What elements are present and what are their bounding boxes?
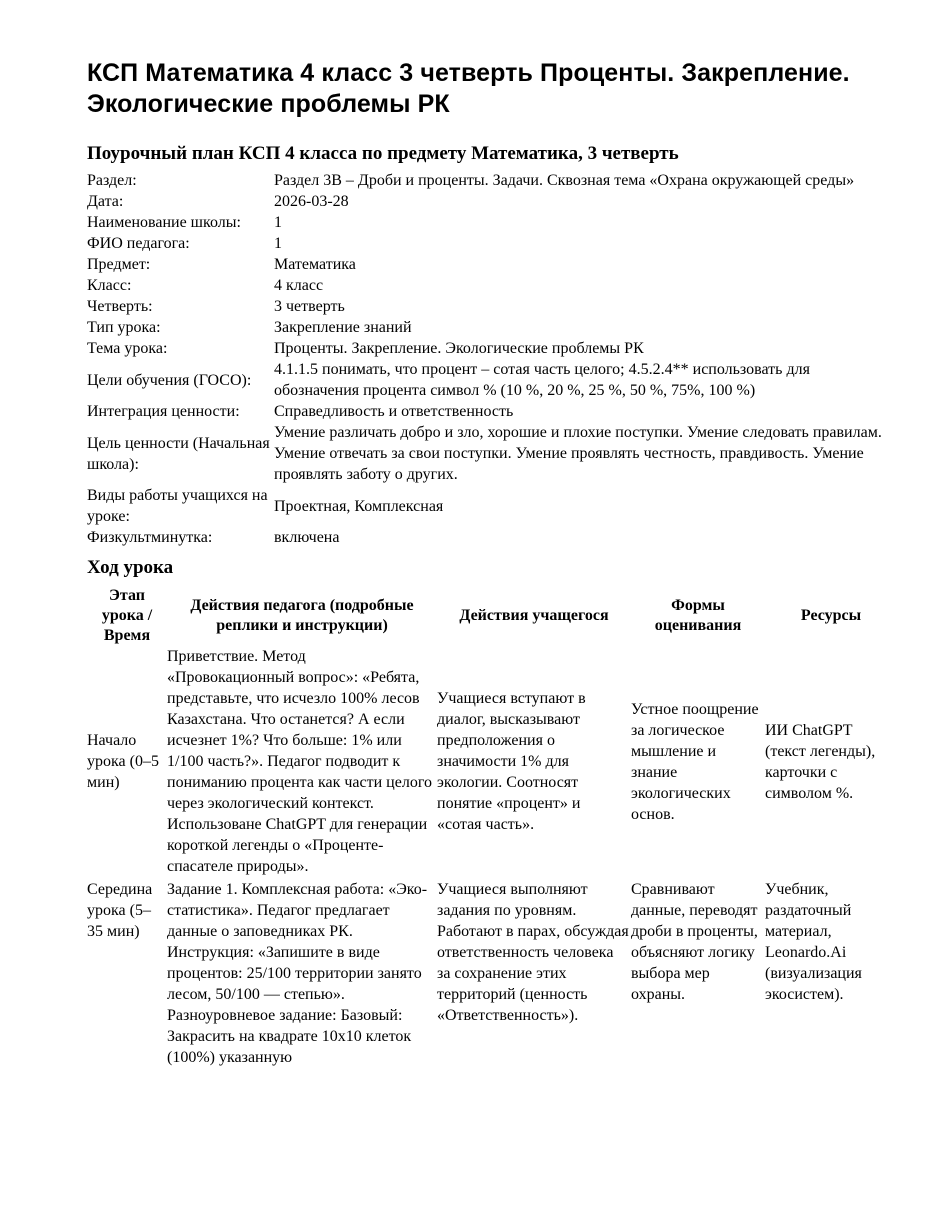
plan-cell: Учащиеся вступают в диалог, высказывают предположения о значимости 1% для экологии. Соотносят понятие «процент» и «сотая часть». [437, 690, 586, 833]
info-value: Проценты. Закрепление. Экологические проблемы РК [274, 340, 644, 357]
info-row [87, 191, 897, 212]
info-value: Проектная, Комплексная [274, 497, 444, 515]
info-key: Физкультминутка: [87, 529, 213, 546]
plan-cell: Учебник, раздаточный материал, Leonardo.Ai (визуализация экосистем). [765, 881, 862, 1003]
info-key: Четверть: [87, 298, 153, 315]
page-title: КСП Математика 4 класс 3 четверть Проценты. Закрепление. Экологические проблемы РК [87, 59, 850, 118]
plan-cell: Задание 1. Комплексная работа: «Эко-статистика». Педагог предлагает данные о заповедниках РК. Инструкция: «Запишите в виде процентов: 25/100 территории занято лесом, 50/100 — степью». Разноуровневое задание: Базовый: Закрасить на квадрате 10х10 клеток (100%) указанную [167, 881, 428, 1066]
info-key: Виды работы учащихся на уроке: [87, 487, 268, 525]
info-value: Математика [274, 256, 356, 273]
info-value: 3 четверть [274, 298, 345, 315]
info-value: включена [274, 529, 340, 546]
info-key: Интеграция ценности: [87, 403, 240, 420]
info-key: Класс: [87, 277, 132, 294]
plan-header-row [87, 586, 897, 646]
info-row [87, 359, 897, 401]
plan-cell: Начало урока (0–5 мин) [87, 732, 159, 791]
info-row [87, 275, 897, 296]
plan-row [87, 877, 897, 1068]
plan-cell: Учащиеся выполняют задания по уровням. Работают в парах, обсуждая ответственность человека за сохранение этих территорий (ценность «Ответственность»). [437, 881, 629, 1024]
plan-column-header: Ресурсы [800, 607, 862, 624]
course-heading: Ход урока [87, 557, 174, 578]
info-value: Справедливость и ответственность [274, 403, 514, 420]
plan-cell: Сравнивают данные, переводят дроби в проценты, объясняют логику выбора мер охраны. [631, 881, 758, 1003]
info-key: Тема урока: [87, 340, 168, 357]
info-row [87, 422, 897, 485]
info-key: Раздел: [87, 172, 137, 189]
plan-cell: ИИ ChatGPT (текст легенды), карточки с символом %. [765, 721, 876, 802]
info-value: 1 [274, 214, 282, 231]
info-value: 4 класс [274, 277, 324, 294]
plan-cell: Устное поощрение за логическое мышление и знание экологических основ. [631, 700, 759, 823]
info-value: Закрепление знаний [274, 319, 412, 336]
info-key: ФИО педагога: [87, 235, 190, 252]
info-value: 4.1.1.5 понимать, что процент – сотая часть целого; 4.5.2.4** использовать для обозначения процента символ % (10 %, 20 %, 25 %, 50 %, 75%, 100 %) [274, 361, 810, 399]
info-row [87, 212, 897, 233]
info-row [87, 254, 897, 275]
info-value: 2026-03-28 [274, 193, 349, 210]
info-row [87, 527, 897, 548]
info-value: Раздел 3В – Дроби и проценты. Задачи. Сквозная тема «Охрана окружающей среды» [274, 172, 855, 189]
info-value: 1 [274, 235, 282, 252]
info-key: Наименование школы: [87, 214, 241, 231]
info-row [87, 338, 897, 359]
info-row [87, 296, 897, 317]
lesson-info-table [87, 170, 897, 548]
lesson-plan-table [87, 586, 897, 1068]
info-row [87, 233, 897, 254]
info-key: Дата: [87, 193, 124, 210]
plan-column-header: Действия учащегося [459, 607, 609, 624]
info-row [87, 401, 897, 422]
info-row [87, 170, 897, 191]
info-row [87, 485, 897, 527]
info-key: Предмет: [87, 256, 151, 273]
plan-column-header: Формы оценивания [654, 597, 742, 634]
info-value: Умение различать добро и зло, хорошие и плохие поступки. Умение следовать правилам. Умение отвечать за свои поступки. Умение проявлять честность, правдивость. Умение проявлять заботу о других. [274, 424, 882, 483]
info-row [87, 317, 897, 338]
plan-cell: Приветствие. Метод «Провокационный вопрос»: «Ребята, представьте, что исчезло 100% лесов Казахстана. Что останется? А если исчезнет 1%? Что больше: 1% или 1/100 часть?». Педагог подводит к пониманию процента как части целого через экологический контекст. Использоване ChatGPT для генерации короткой легенды о «Проценте-спасателе природы». [167, 648, 432, 875]
plan-subtitle: Поурочный план КСП 4 класса по предмету Математика, 3 четверть [87, 143, 679, 164]
plan-column-header: Действия педагога (подробные реплики и инструкции) [190, 597, 414, 634]
info-key: Тип урока: [87, 319, 161, 336]
plan-row [87, 646, 897, 877]
info-key: Цель ценности (Начальная школа): [87, 434, 270, 473]
document-page [87, 58, 897, 1068]
info-key: Цели обучения (ГОСО): [87, 371, 252, 389]
plan-column-header: Этап урока / Время [101, 587, 153, 644]
plan-cell: Середина урока (5–35 мин) [87, 881, 153, 940]
